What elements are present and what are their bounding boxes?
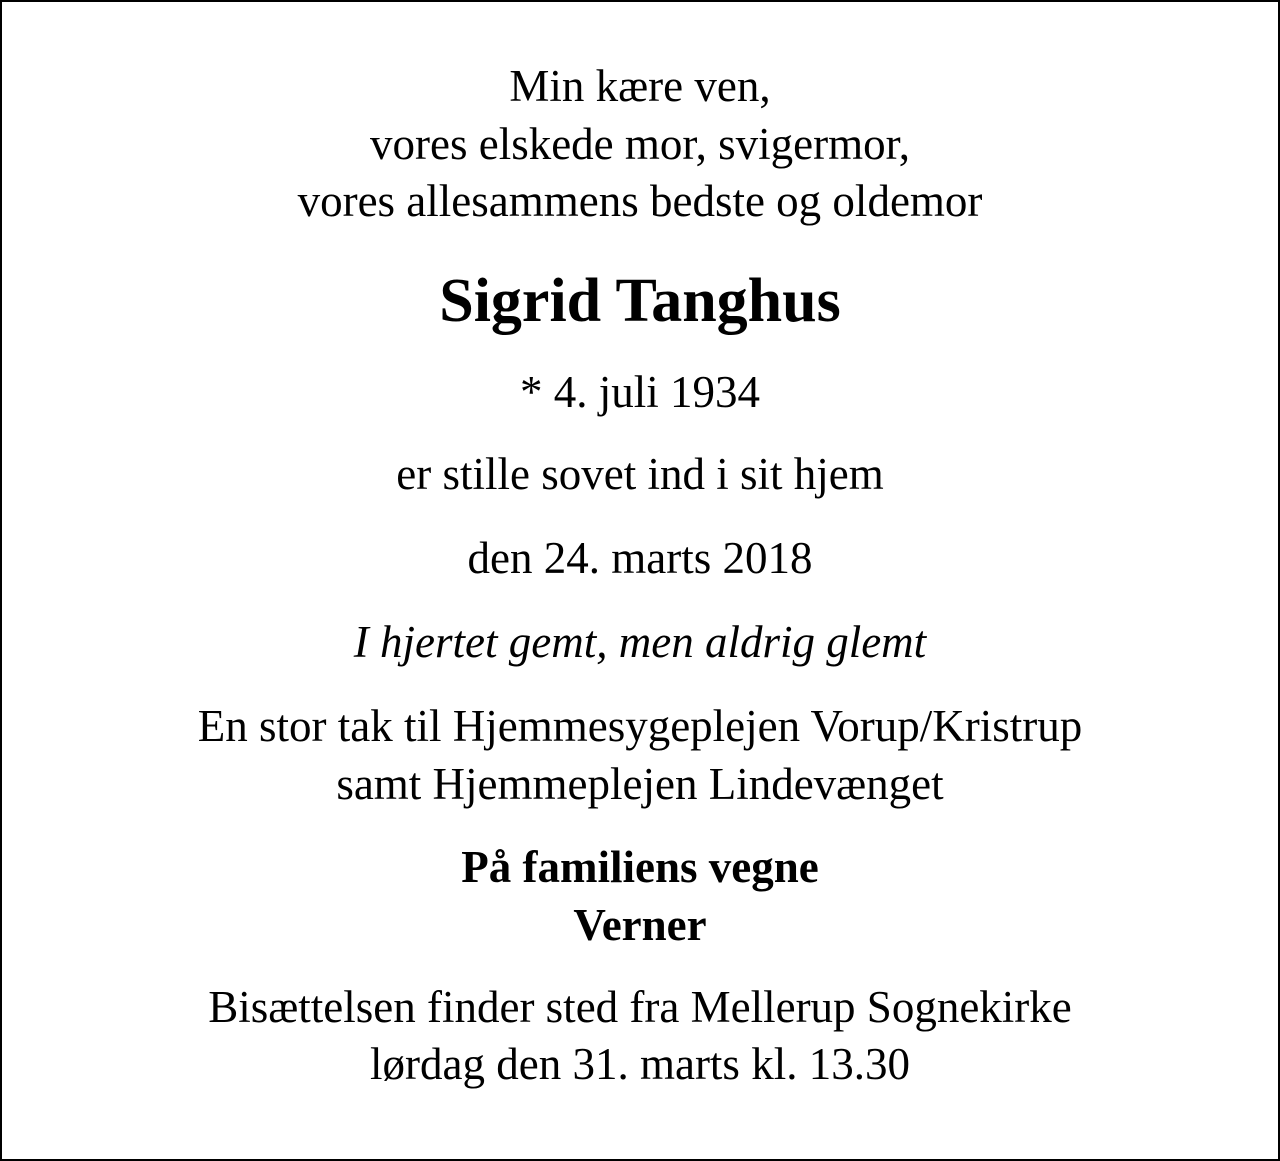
memorial-motto: I hjertet gemt, men aldrig glemt [353,617,927,667]
death-date: den 24. marts 2018 [467,533,813,583]
thanks-line-2: samt Hjemmeplejen Lindevænget [336,759,944,809]
intro-line-1: Min kære ven, [509,61,771,111]
birth-date: * 4. juli 1934 [519,367,760,417]
signature-line-2: Verner [573,900,707,950]
funeral-line-1: Bisættelsen finder sted fra Mellerup Sognekirke [208,982,1072,1032]
signature-line-1: På familiens vegne [461,842,819,892]
passing-text: er stille sovet ind i sit hjem [396,449,884,499]
deceased-name: Sigrid Tanghus [439,267,841,335]
intro-line-3: vores allesammens bedste og oldemor [297,176,983,226]
funeral-line-2: lørdag den 31. marts kl. 13.30 [370,1039,910,1089]
intro-line-2: vores elskede mor, svigermor, [370,119,910,169]
thanks-line-1: En stor tak til Hjemmesygeplejen Vorup/Kristrup [197,701,1083,751]
